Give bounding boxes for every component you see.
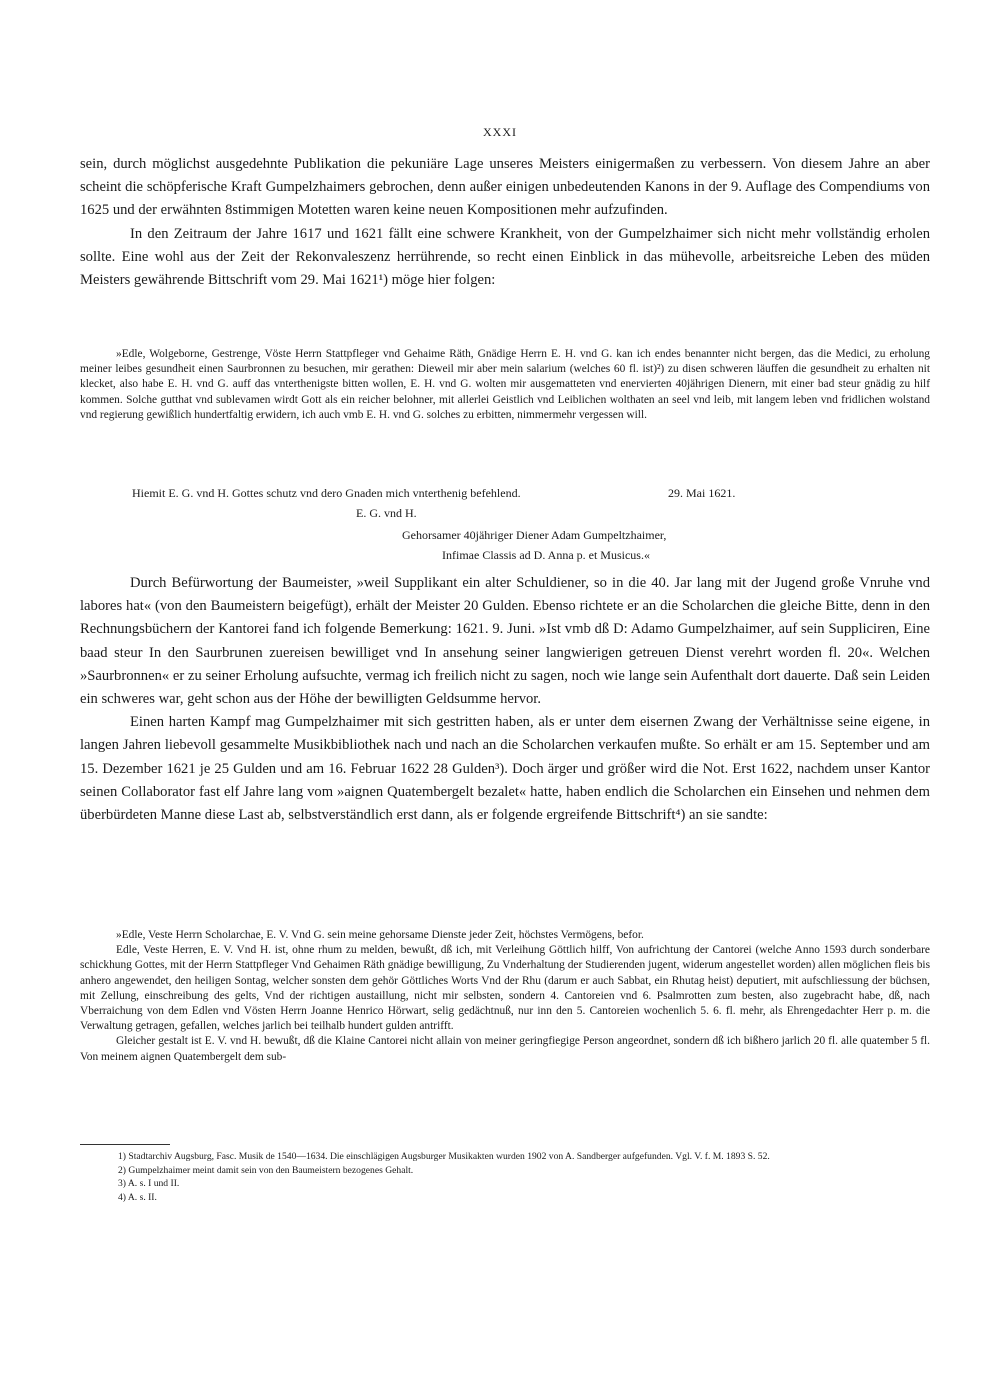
petition-date: 29. Mai 1621. (668, 486, 736, 500)
petition2-greeting: »Edle, Veste Herrn Scholarchae, E. V. Vnd G. sein meine gehorsame Dienste jeder Zeit, höchstes Vermögens, befor. (116, 929, 644, 941)
paragraph-illness: In den Zeitraum der Jahre 1617 und 1621 fällt eine schwere Krankheit, von der Gumpelzhaimer sich nicht mehr vollständig erholen sollte. Eine wohl aus der Zeit der Rekonvaleszenz herrührende, so recht einen Einblick in das mühevolle, arbeitsreiche Leben des müden Meisters gewährende Bittschrift vom 29. Mai 1621¹) möge hier folgen: (80, 225, 930, 289)
intro-section (80, 153, 930, 292)
main-section (80, 572, 930, 827)
footnote-4: 4) A. s. II. (118, 1191, 157, 1203)
petition-quote-2 (80, 928, 930, 1065)
petition-sign-line-1: Gehorsamer 40jähriger Diener Adam Gumpeltzhaimer, (402, 528, 667, 542)
footnotes (118, 1150, 930, 1204)
petition2-paragraph-1: Edle, Veste Herren, E. V. Vnd H. ist, ohne rhum zu melden, bewußt, dß ich, mit Verleihung Göttlich hilff, Von aufrichtung der Cantorei (welche Anno 1593 durch sonderbare schickhung Gottes, mit der Herrn Stattpfleger Vnd Gehaimen Räth gnädige bewilligung, Zu Vnderhaltung der Studierenden jugent, widerum angestellet worden) allen möglichen fleis bis anhero angewendet, den heiligen Sontag, welcher sonsten dem gehör Göttliches Worts Vnd der Rhu (darum er auch Sabbat, ein Rhutag heist) deputiert, mit aufschliessung der büchsen, mit Zellung, einschreibung des gelts, Vnd der richtigen austaillung, nicht mir selbsten, sondern 4. Cantoreien vnd 6. Psalmrotten zum besten, also zugebracht habe, dß, nach Vberraichung von dem Edlen vnd Vösten Herrn Joanne Henrico Hörwart, selig gedächtnuß, nur inn den 5. Cantoreien wochenlich 5. 6. fl. mehr, als Ehrengedachter Herr p. m. die Verwaltung getragen, gefallen, welches jarlich bei teilhalb hundert gulden antrifft. (80, 944, 930, 1033)
footnote-1: 1) Stadtarchiv Augsburg, Fasc. Musik de 1540—1634. Die einschlägigen Augsburger Musikakten wurden 1902 von A. Sandberger aufgefunden. Vgl. V. f. M. 1893 S. 52. (118, 1151, 770, 1162)
footnote-3: 3) A. s. I und II. (118, 1178, 180, 1190)
petition-text: »Edle, Wolgeborne, Gestrenge, Vöste Herrn Stattpfleger vnd Gehaime Räth, Gnädige Herrn E. H. vnd G. kan ich endes benannter nicht bergen, das die Medici, zu erholung meiner leibes gesundheit einen Saurbronnen zu besuchen, mir gerathen: Dieweil mir aber mein salarium (welches 60 fl. ist)²) zu disen schweren läuffen die gesundheit zu erhalten nit klecket, also habe E. H. vnd G. auff das vnterthenigste bitten wollen, E. H. vnd G. wolten mir ausgematteten vnd enervierten 40jährigen Dienern, mit einer bad steur gnädig zu hilf kommen. Solche gutthat vnd sublevamen wirdt Gott als ein reicher belohner, mit allerlei Geistlich vnd Leiblichen wolthaten an seel vnd leib, mit langem leben vnd fridlichen wolstand vnd regierung gewißlich hundertfaltig erwidern, ich auch vmb E. H. vnd G. solches zu erbitten, nimmermehr vergessen will. (80, 348, 930, 421)
petition-closing: Hiemit E. G. vnd H. Gottes schutz vnd dero Gnaden mich vnterthenig befehlend. (132, 486, 521, 500)
footnote-2: 2) Gumpelzhaimer meint damit sein von den Baumeistern bezogenes Gehalt. (118, 1164, 414, 1176)
petition-address: E. G. vnd H. (356, 506, 417, 520)
petition-sign-line-2: Infimae Classis ad D. Anna p. et Musicus.« (442, 548, 650, 562)
paragraph-continuation: sein, durch möglichst ausgedehnte Publikation die pekuniäre Lage unseres Meisters einigermaßen zu verbessern. Von diesem Jahre an aber scheint die schöpferische Kraft Gumpelzhaimers gebrochen, denn außer einigen unbedeutenden Kanons in der 9. Auflage des Compendiums von 1625 und der erwähnten 8stimmigen Motetten waren keine neuen Kompositionen mehr aufzufinden. (80, 156, 930, 219)
petition-signature (80, 484, 930, 564)
petition-quote-1 (80, 347, 930, 423)
paragraph-baumeister: Durch Befürwortung der Baumeister, »weil Supplikant ein alter Schuldiener, so in die 40. Jar lang mit der Jugend große Vnruhe vnd labores hat« (von den Baumeistern beigefügt), erhält der Meister 20 Gulden. Ebenso richtete er an die Scholarchen die gleiche Bitte, denn in den Rechnungsbüchern der Kantorei fand ich folgende Bemerkung: 1621. 9. Juni. »Ist vmb dß D: Adamo Gumpelzhaimer, auf sein Suppliciren, Eine baad steur In den Saurbrunen zuereisen bewilliget vnd In ansehung seiner langwierigen getreuen Dienst verehrt worden fl. 20«. Welchen »Saurbronnen« er zu seiner Erholung aufsuchte, vermag ich freilich nicht zu sagen, noch wie lange sein Aufenthalt dort dauerte. Daß sein Leiden ein schweres war, geht schon aus der Höhe der bewilligten Geldsumme hervor. (80, 575, 930, 708)
footnote-divider (80, 1144, 170, 1145)
petition2-paragraph-2: Gleicher gestalt ist E. V. vnd H. bewußt, dß die Klaine Cantorei nicht allain von meiner geringfiegige Person angeordnet, sondern dß ich bißhero jarlich 20 fl. alle quatember 5 fl. Von meinem aignen Quatembergelt dem sub- (80, 1035, 930, 1063)
paragraph-library: Einen harten Kampf mag Gumpelzhaimer mit sich gestritten haben, als er unter dem eisernen Zwang der Verhältnisse seine eigene, in langen Jahren liebevoll gesammelte Musikbibliothek nach und nach an die Scholarchen verkaufen mußte. So erhält er am 15. September und am 15. Dezember 1621 je 25 Gulden und am 16. Februar 1622 28 Gulden³). Doch ärger und größer wird die Not. Erst 1622, nachdem unser Kantor seinen Collaborator fast elf Jahre lang vom »aignen Quatembergelt bezalet« hatte, haben endlich die Scholarchen ein Einsehen und nehmen dem überbürdeten Manne diese Last ab, selbstverständlich erst dann, als er folgende ergreifende Bittschrift⁴) an sie sandte: (80, 714, 930, 824)
page-number: XXXI (483, 125, 517, 139)
